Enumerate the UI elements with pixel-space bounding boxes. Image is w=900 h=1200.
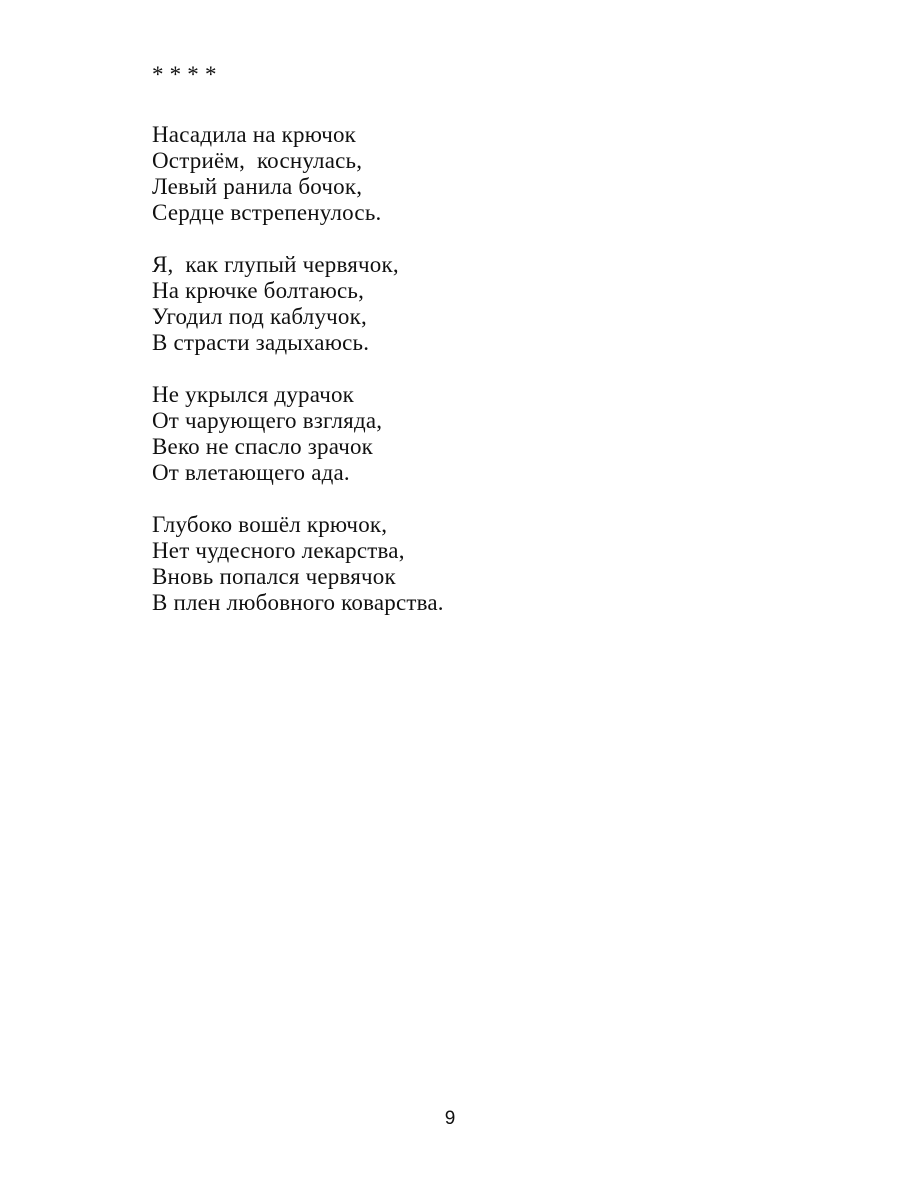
poem-line: Я, как глупый червячок, xyxy=(152,252,399,277)
stanza-separator: * * * * xyxy=(152,62,217,87)
poem-line: Не укрылся дурачок xyxy=(152,382,355,407)
poem-line: Глубоко вошёл крючок, xyxy=(152,512,388,537)
poem-line: От влетающего ада. xyxy=(152,460,350,485)
poem-line: Остриём, коснулась, xyxy=(152,148,363,173)
stanza-3 xyxy=(152,382,444,486)
poem-line: Насадила на крючок xyxy=(152,122,357,147)
poem-line: Сердце встрепенулось. xyxy=(152,200,382,225)
poem-line: В плен любовного коварства. xyxy=(152,590,444,615)
poem-line: Угодил под каблучок, xyxy=(152,304,367,329)
stanza-2 xyxy=(152,252,444,356)
poem-line: От чарующего взгляда, xyxy=(152,408,383,433)
poem xyxy=(152,62,444,642)
poem-line: Нет чудесного лекарства, xyxy=(152,538,405,563)
poem-line: Левый ранила бочок, xyxy=(152,174,363,199)
poem-line: Вновь попался червячок xyxy=(152,564,396,589)
poem-line: В страсти задыхаюсь. xyxy=(152,330,370,355)
stanza-4 xyxy=(152,512,444,616)
page-number: 9 xyxy=(444,1108,456,1129)
stanza-1 xyxy=(152,122,444,226)
poem-line: Веко не спасло зрачок xyxy=(152,434,374,459)
poem-line: На крючке болтаюсь, xyxy=(152,278,365,303)
